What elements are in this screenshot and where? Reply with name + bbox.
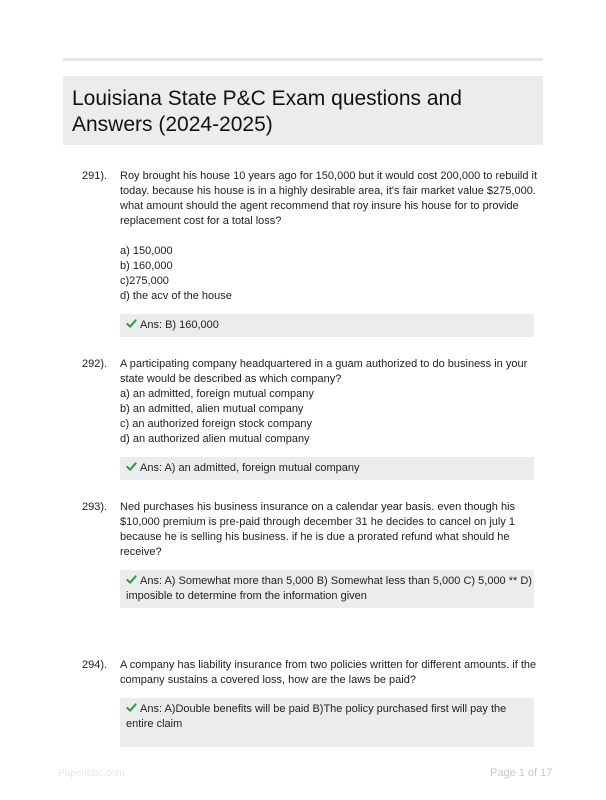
answer-option: d) an authorized alien mutual company [120,433,310,445]
check-icon [126,702,137,713]
answer-option: d) the acv of the house [120,290,232,302]
footer-site: Paperibbc.com [58,768,125,779]
answer-line: Ans: A) Somewhat more than 5,000 [126,575,317,587]
question-text-line: Ned purchases his business insurance on a calendar year basis. even though his [120,501,516,513]
question-text-line: replacement cost for a total loss? [120,215,282,227]
question-text-line: state would be described as which company? [120,373,342,385]
footer-page-number: Page 1 of 17 [490,767,553,779]
answer-option: a) an admitted, foreign mutual company [120,388,314,400]
title-line-1: Louisiana State P&C Exam questions and [72,87,462,110]
answer-line: Ans: A) an admitted, foreign mutual company [126,462,360,474]
answer-line: B)The policy purchased first will pay the entire claim [126,703,507,730]
check-icon [126,574,137,585]
question-number: 294). [82,659,108,671]
answer-option: c)275,000 [120,275,169,287]
question-body [120,169,538,304]
question-text-line: today. because his house is in a highly desirable area, it's fair market value $275,000. [120,185,536,197]
document-title-box [63,76,543,145]
question-text-line: what amount should the agent recommend that roy insure his house for to provide [120,200,519,212]
answer-box [120,698,534,747]
question-text-line: Roy brought his house 10 years ago for 150,000 but it would cost 200,000 to rebuild it [120,170,538,182]
answer-box [120,314,534,337]
answer-line: Ans: A)Double benefits will be paid [126,703,312,715]
question-text-line: $10,000 premium is pre-paid through december 31 he decides to cancel on july 1 [120,516,516,528]
answer-line: Ans: B) 160,000 [126,319,219,331]
question-text-line: company sustains a covered loss, how are the laws be paid? [120,674,416,686]
question-body [120,500,530,560]
question-number: 291). [82,170,108,182]
question-text-line: A company has liability insurance from two policies written for different amounts. if the [120,659,537,671]
document-title [72,86,533,138]
answer-option: b) 160,000 [120,260,173,272]
answer-option: b) an admitted, alien mutual company [120,403,304,415]
question-number: 292). [82,358,108,370]
title-line-2: Answers (2024-2025) [72,113,273,136]
question-text-line: receive? [120,546,162,558]
answer-line: D) imposible to determine from the information given [126,575,532,602]
question-body [120,357,530,447]
answer-box [120,570,534,608]
question-text-line: because he is selling his business. if he is due a prorated refund what should he [120,531,510,543]
check-icon [126,461,137,472]
answer-box [120,457,534,480]
answer-line: C) 5,000 ** [463,575,518,587]
question-text-line: A participating company headquartered in a guam authorized to do business in your [120,358,528,370]
top-divider [63,58,543,61]
answer-option: a) 150,000 [120,245,173,257]
question-body [120,658,537,688]
question-number: 293). [82,501,108,513]
answer-line: B) Somewhat less than 5,000 [316,575,461,587]
answer-option: c) an authorized foreign stock company [120,418,312,430]
check-icon [126,318,137,329]
